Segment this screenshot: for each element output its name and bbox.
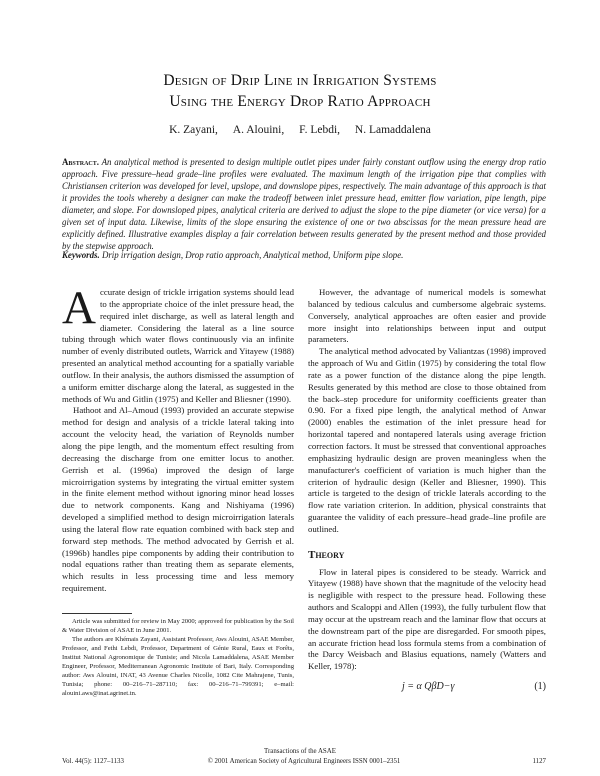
title-line-2: Using the Energy Drop Ratio Approach [169,93,431,110]
title-line-1: Design of Drip Line in Irrigation Systems [163,72,437,89]
footnote-authors: The authors are Khémais Zayani, Assistant Professor, Aws Alouini, ASAE Member, Professor, and Fethi Lebdi, Professor, Department of Génie Rural, Eaux et Forêts, Institut National Agronomique de Tunisie; and Nicola Lamaddalena, ASAE Member Engineer, Professor, Mediterranean Agronomic Institute of Bari, Italy. Corresponding author: Aws Alouini, INAT, 43 Avenue Charles Nicolle, 1082 Cite Mahrajene, Tunis, Tunisia; phone: 00–216–71–287110; fax: 00–216–71–799391; e–mail: alouini.aws@inat.agrinet.tn. [62,636,294,697]
left-column [62,282,294,595]
abstract-text: An analytical method is presented to design multiple outlet pipes under fairly constant outflow using the energy drop ratio approach. Five pressure–head grade–line profiles were evaluated. The maximum length of the irrigation pipe that complies with Christiansen criterion was developed for level, upslope, and downslope pipes, respectively. The main advantage of this approach is that it provides the tools whereby a designer can make the tradeoff between inlet pressure head, emitter flow variation, pipe length, pipe diameter, and slope. For downsloped pipes, analytical criteria are derived to adjust the slope to the pipe diameter (or vice versa) for a given set of input data. Likewise, limits of the slope ensuring the existence of one or two abscissas for the mean pressure head are explicitly defined. Illustrative examples display a fair correlation between results generated by the present method and those provided by the stepwise approach. [62,157,547,252]
abstract-label: Abstract. [62,157,99,167]
page-number: 1127 [532,758,546,765]
intro-paragraph-3: However, the advantage of numerical models is somewhat balanced by tedious calculus and cumbersome algebraic systems. Conversely, analytical approaches are often easier and provide more insight into relationships between input and output parameters. [308,287,546,345]
equation-1 [308,679,546,699]
footer-journal-name: Transactions of the ASAE [264,748,336,755]
equation-expression: j = α QβD−γ [402,681,455,693]
abstract [62,156,546,252]
keywords-text: Drip irrigation design, Drop ratio approach, Analytical method, Uniform pipe slope. [101,250,404,260]
author-3: F. Lebdi, [299,124,341,136]
keywords [62,249,546,261]
theory-paragraph-1: Flow in lateral pipes is considered to be steady. Warrick and Yitayew (1988) have shown that the magnitude of the velocity head is negligible with respect to the pressure head. Following these authors and Scaloppi and Allen (1993), the fully turbulent flow that may occur at the upstream reach and the laminar flow that occurs at the downstream part of the pipe are disregarded. For smooth pipes, an accurate friction head loss formula stems from a combination of the Darcy Weisbach and Blasius equations, namely (Watters and Keller, 1978): [308,566,546,672]
author-list [0,124,600,136]
intro-paragraph-1: Accurate design of trickle irrigation systems should lead to the appropriate choice of the inlet pressure head, the required inlet discharge, as well as lateral length and diameter. Considering the lateral as a line source tubing through which water flows continuously via an infinite number of evenly distributed outlets, Warrick and Yitayew (1988) presented an analytical method accounting for a spatially variable outflow. In their analysis, the authors dismissed the assumption of a uniform emitter discharge along the lateral, as suggested in the methods of Wu and Gitlin (1975) and Keller and Bliesner (1990). [62,282,294,404]
author-1: K. Zayani, [169,124,218,136]
drop-cap: A [62,282,96,334]
paper-title [0,70,600,112]
footnote-submission: Article was submitted for review in May 2000; approved for publication by the Soil & Water Division of ASAE in June 2001. [62,618,294,634]
footnote-divider [62,613,132,614]
section-heading-theory: Theory [308,548,345,561]
footer-copyright: © 2001 American Society of Agricultural Engineers ISSN 0001–2351 [207,758,401,765]
intro-paragraph-2: Hathoot and Al–Amoud (1993) provided an accurate stepwise method for design and analysis of a trickle lateral taking into account the velocity head, the variation of Reynolds number along the pipe length, and the momentum effect resulting from decreasing the discharge from one emitter locus to another. Gerrish et al. (1996a) improved the design of large microirrigation systems by integrating the virtual emitter system in the finite element method without ignoring minor head losses due to network components. Kang and Nishiyama (1996) developed a simplified method to design microirrigation laterals using the lateral flow rate equation combined with back step and forward step methods. The method advocated by Gerrish et al. (1996b) handles pipe components by adding their contribution to nodal equations rather than treating them as separate elements, which results in less processing time and less memory requirement. [62,405,294,594]
author-4: N. Lamaddalena [354,124,431,136]
author-2: A. Alouini, [232,124,285,136]
right-column [308,287,546,699]
equation-number: (1) [534,681,546,693]
intro-paragraph-4: The analytical method advocated by Valiantzas (1998) improved the approach of Wu and Gitlin (1975) by considering the total flow rate as a power function of the distance along the pipe length. Results generated by this method are close to those obtained from the back–step procedure for uniformity coefficients greater than 0.90. For a fixed pipe length, the analytical method of Anwar (2000) enables the estimation of the inlet pressure head for horizontal tapered and nontapered laterals using average friction correction factors. It must be stressed that conventional approaches emphasizing hydraulic design are proven meaningless when the manufacturer's coefficient of variation is much higher than the criterion of hydraulic design (Keller and Bliesner, 1990). This article is targeted to the design of trickle laterals according to the flow rate variation criterion. In addition, physical constraints that guarantee the validity of each pressure–head grade–line profile are outlined. [308,346,546,534]
keywords-label: Keywords. [62,250,100,260]
footer-volume: Vol. 44(5): 1127–1133 [62,758,124,765]
footnote [62,617,294,698]
